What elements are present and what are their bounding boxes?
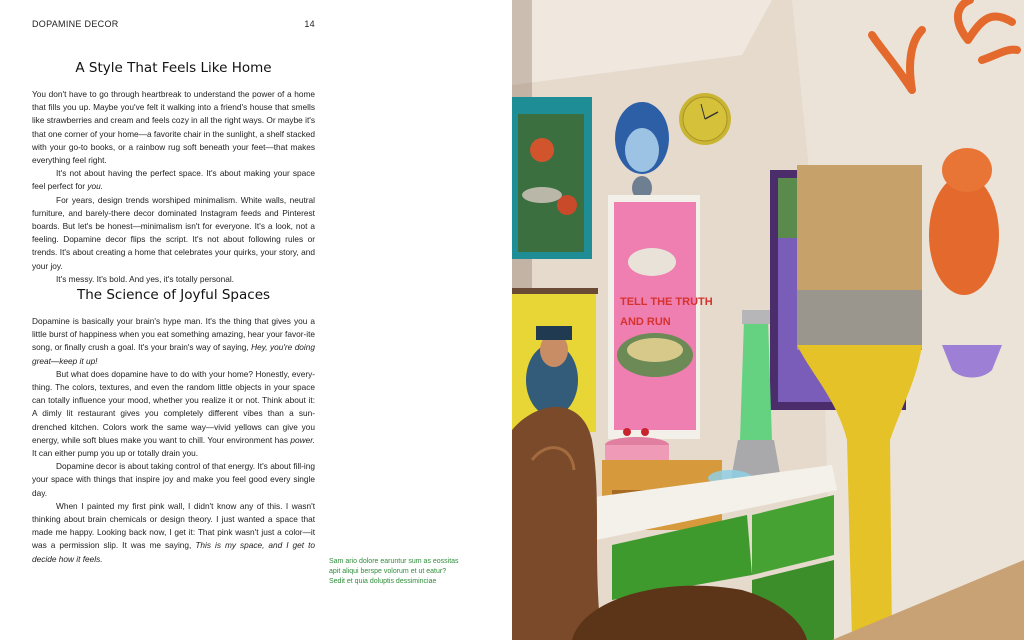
paragraph: It's messy. It's bold. And yes, it's totally personal. [56,273,234,284]
interior-photo [512,0,1024,640]
paragraph: But what does dopamine have to do with your home? Honestly, every-thing. The colors, textures, and even the random little objects in your space can totally influence your mood, whether you realize it or not. Think about it: A dimly lit restaurant gives you completely different vibes than a sun-drenched kitchen. Colors work the same way—vivid yellows can give you energy, while soft blues make you want to chill. Your environment has power. It can either pump you up or totally drain you. [32,368,315,459]
mushroom-cap [530,138,554,162]
hamster-figure [628,248,676,276]
mushroom-print [518,114,584,252]
paragraph: When I painted my first pink wall, I didn't know any of this. I wasn't thinking about brain chemicals or design theory. I just wanted a space that made me happy. Looking back now, I get it: That pink wasn't just a color—it was a permission slip. It was me saying, This is my space, and I get to decide how it feels. [32,500,315,564]
cherry [641,428,649,436]
poster-text: AND RUN [620,316,671,328]
cherry [623,428,631,436]
sidenote-line: Sam ario dolore earuntur sum as eossitas apit aliqui berspe volorum et ut eatur? [329,558,459,575]
blue-face-skin [625,128,659,172]
sidenote-line: Sedit et quia doluptis dessiminciae [329,578,437,585]
running-head [32,19,315,29]
paragraph: Dopamine decor is about taking control of that energy. It's about fill-ing your space with things that inspire joy and make you feel good every single day. [32,461,315,498]
lava-lamp-glass [740,320,772,440]
brush-bristles [797,165,922,295]
deer-head [929,175,999,295]
section-heading: A Style That Feels Like Home [75,60,272,76]
green-sidenote [329,557,459,587]
book-title: DOPAMINE DECOR [32,19,119,29]
page-number: 14 [304,19,315,29]
leather-chair [512,407,602,640]
paragraph: You don't have to go through heartbreak to understand the power of a home that fills you up. Maybe you've felt it walking into a friend's house that smells like strawberries and cream and feels cozy in all the right ways. Or maybe it's that one corner of your home—a favorite chair in the sunlight, a shelf stacked with your go-to books, or a rainbow rug soft beneath your feet—that makes everything feel right. [32,89,315,166]
portrait-cap [536,326,572,340]
ufo-shape [522,187,562,203]
lava-lamp-cap [742,310,770,324]
section-heading: The Science of Joyful Spaces [76,287,271,303]
deer-face [942,148,992,192]
section-joyful-spaces [32,287,315,566]
paragraph: Dopamine is basically your brain's hype man. It's the thing that gives you a little burst of happiness when you eat something amazing, hear your favor-ite song, or finally crush a goal. It's your brain's way of saying, Hey, you're doing great—keep it up! [32,316,315,366]
print-hanger [512,288,598,294]
section-style-home [32,60,315,286]
paragraph: For years, design trends worshiped minimalism. White walls, neutral furniture, and barely-there decor dominated Instagram feeds and Pinterest boards. But let's be honest—minimalism isn't for everyone. It's a look, not a feeling. Dopamine decor flips the script. It's not about following rules or trends. It's about creating a home that celebrates your quirks, your story, and your joy. [32,194,315,271]
tortoise-shell [627,338,683,362]
poster-text: TELL THE TRUTH [620,296,713,308]
photo-illustration [512,0,1024,640]
brush-ferrule [797,290,922,350]
paragraph: It's not about having the perfect space. It's about making your space feel perfect for you. [32,168,315,192]
